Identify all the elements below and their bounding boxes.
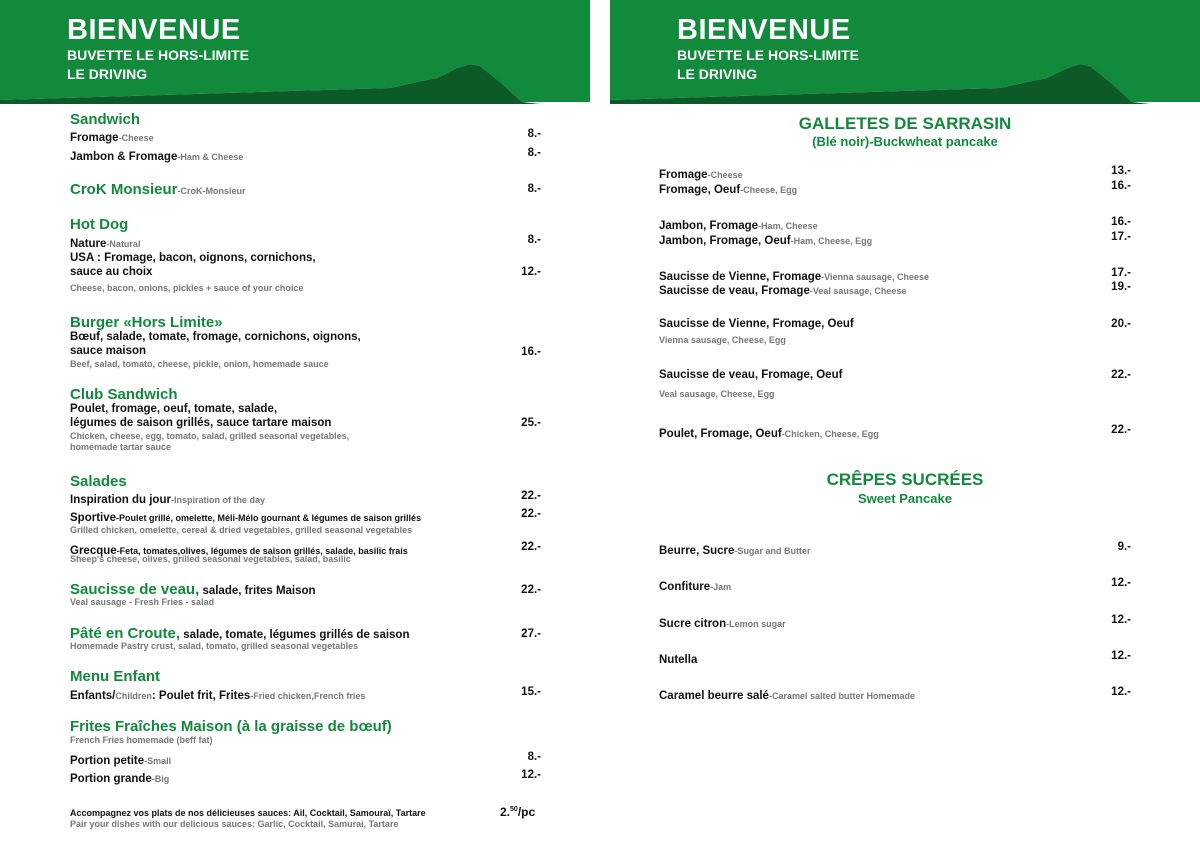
item-translation: -Vienna sausage, Cheese (821, 272, 930, 282)
section-title-salades: Salades (70, 473, 127, 490)
section-subtitle-galettes: (Blé noir)-Buckwheat pancake (812, 134, 998, 149)
section-title-menu-enfant: Menu Enfant (70, 668, 160, 685)
menu-item (70, 769, 169, 787)
menu-page-right (610, 0, 1200, 848)
item-name: sauce maison (70, 345, 147, 357)
item-price: 8.- (527, 751, 541, 763)
item-description: Cheese, bacon, onions, pickles + sauce of your choice (70, 283, 304, 293)
section-title-galettes: GALLETES DE SARRASIN (798, 114, 1012, 133)
item-name: salade, frites Maison (199, 585, 316, 597)
sauce-price-cents: 50 (510, 806, 518, 813)
menu-item (70, 686, 365, 704)
menu-page-left (0, 0, 590, 848)
menu-item (70, 128, 154, 146)
item-price: 8.- (527, 147, 541, 159)
item-name: Caramel beurre salé (659, 690, 769, 702)
item-price: 12.- (1111, 686, 1131, 698)
item-description: Veal sausage, Cheese, Egg (659, 389, 775, 399)
item-name: Portion grande (70, 773, 152, 785)
item-name: Sportive (70, 512, 117, 524)
menu-item (70, 181, 246, 199)
sauce-price (500, 805, 535, 819)
item-price: 16.- (1111, 180, 1131, 192)
item-price: 27.- (521, 628, 541, 640)
item-price: 22.- (521, 508, 541, 520)
item-price: 9.- (1117, 541, 1131, 553)
item-translation: -Natural (106, 239, 141, 249)
item-name: Sucre citron (659, 618, 727, 630)
menu-item (70, 234, 140, 252)
item-name: Jambon, Fromage, Oeuf (659, 235, 791, 247)
item-name: Enfants/ (70, 690, 116, 702)
item-translation: -Ham, Cheese (758, 221, 818, 231)
section-title-hotdog: Hot Dog (70, 216, 129, 233)
welcome-title: BIENVENUE (677, 14, 851, 46)
item-price: 22.- (521, 584, 541, 596)
item-description: Beef, salad, tomato, cheese, pickle, onion, homemade sauce (70, 359, 329, 369)
item-translation: -Ham & Cheese (177, 152, 244, 162)
menu-item (70, 508, 421, 526)
item-description: Vienna sausage, Cheese, Egg (659, 335, 786, 345)
item-price: 12.- (521, 769, 541, 781)
restaurant-location: LE DRIVING (677, 66, 758, 82)
item-translation: -Veal sausage, Cheese (809, 286, 907, 296)
item-translation: -Big (151, 774, 170, 784)
item-name: Portion petite (70, 755, 145, 767)
menu-item (659, 541, 810, 559)
restaurant-name: BUVETTE LE HORS-LIMITE (677, 47, 859, 63)
page-header (610, 0, 1200, 106)
sauces-note: Accompagnez vos plats de nos délicieuses sauces: Ail, Cocktail, Samouraï, Tartare (70, 808, 426, 818)
item-price: 22.- (1111, 369, 1131, 381)
item-price: 25.- (521, 417, 541, 429)
item-translation: -Jam (710, 582, 732, 592)
item-translation: -Inspiration of the day (170, 495, 265, 505)
item-translation: -Sugar and Butter (734, 546, 811, 556)
item-name: Poulet, fromage, oeuf, tomate, salade, (70, 403, 278, 415)
item-translation: Children (115, 691, 152, 701)
section-title-sandwich: Sandwich (70, 111, 141, 128)
item-name: Confiture (659, 581, 711, 593)
item-name: Saucisse de veau, Fromage, Oeuf (659, 369, 843, 381)
welcome-title: BIENVENUE (67, 14, 241, 46)
item-price: 16.- (1111, 216, 1131, 228)
item-price: 12.- (1111, 614, 1131, 626)
menu-item (659, 281, 906, 299)
item-name: salade, tomate, légumes grillés de saison (180, 629, 410, 641)
item-price: 8.- (527, 234, 541, 246)
item-translation: -Caramel salted butter Homemade (768, 691, 915, 701)
item-translation: -Cheese, Egg (740, 185, 798, 195)
item-translation: -Fried chicken,French fries (250, 691, 366, 701)
menu-item (659, 231, 872, 249)
menu-item (659, 424, 879, 442)
item-price: 22.- (1111, 424, 1131, 436)
menu-item (659, 650, 697, 668)
item-price: 13.- (1111, 165, 1131, 177)
item-name: Nature (70, 238, 107, 250)
menu-item (70, 147, 243, 165)
item-name: Beurre, Sucre (659, 545, 735, 557)
item-name: Saucisse de veau, Fromage (659, 285, 810, 297)
item-description: homemade tartar sauce (70, 442, 172, 452)
menu-item (659, 180, 797, 198)
item-ingredients: -Poulet grillé, omelette, Méli-Mélo gournant & légumes de saison grillés (116, 513, 422, 523)
section-title-burger: Burger «Hors Limite» (70, 314, 223, 331)
restaurant-location: LE DRIVING (67, 66, 148, 82)
page-gutter (590, 0, 610, 848)
item-price: 22.- (521, 541, 541, 553)
item-name: Jambon & Fromage (70, 151, 178, 163)
sauce-price-unit: /pc (517, 805, 536, 819)
restaurant-name: BUVETTE LE HORS-LIMITE (67, 47, 249, 63)
item-price: 12.- (1111, 577, 1131, 589)
item-translation: -Small (144, 756, 172, 766)
item-description: Veal sausage - Fresh Fries - salad (70, 597, 215, 607)
section-title-club-sandwich: Club Sandwich (70, 386, 178, 403)
menu-item (70, 751, 171, 769)
menu-item (70, 490, 265, 508)
sauce-price-main: 2. (500, 805, 511, 819)
item-name: Inspiration du jour (70, 494, 171, 506)
item-description: Grilled chicken, omelette, cereal & dried vegetables, grilled seasonal vegetables (70, 525, 413, 535)
item-price: 15.- (521, 686, 541, 698)
item-name: Grecque (70, 545, 117, 557)
item-translation: -CroK-Monsieur (177, 186, 246, 196)
item-name: Fromage, Oeuf (659, 184, 741, 196)
item-price: 17.- (1111, 267, 1131, 279)
item-name: Saucisse de Vienne, Fromage, Oeuf (659, 318, 854, 330)
menu-item (659, 577, 731, 595)
item-name: Poulet, Fromage, Oeuf (659, 428, 782, 440)
item-price: 17.- (1111, 231, 1131, 243)
item-name: légumes de saison grillés, sauce tartare maison (70, 417, 332, 429)
item-ingredients: -Feta, tomates,olives, légumes de saison grillés, salade, basilic frais (116, 546, 408, 556)
sauces-translation: Pair your dishes with our delicious sauces: Garlic, Cocktail, Samurai, Tartare (70, 819, 399, 829)
page-header (0, 0, 590, 106)
item-translation: -Ham, Cheese, Egg (790, 236, 873, 246)
menu-item (659, 614, 786, 632)
item-price: 12.- (1111, 650, 1131, 662)
item-name: Bœuf, salade, tomate, fromage, cornichons, oignons, (70, 331, 361, 343)
section-subtitle-crepes: Sweet Pancake (858, 491, 952, 506)
section-title-frites: Frites Fraîches Maison (à la graisse de bœuf) (70, 718, 392, 735)
section-title-crepes: CRÊPES SUCRÉES (826, 470, 984, 489)
item-name: sauce au choix (70, 266, 153, 278)
item-name: Nutella (659, 654, 698, 666)
item-description: Sheep's cheese, olives, grilled seasonal vegetables, salad, basilic (70, 554, 351, 564)
item-price: 22.- (521, 490, 541, 502)
section-title-pate: Pâté en Croute, (70, 625, 181, 642)
item-name: : Poulet frit, Frites (151, 690, 251, 702)
item-translation: -Cheese (118, 133, 154, 143)
item-name: Jambon, Fromage (659, 220, 759, 232)
item-name: USA : Fromage, bacon, oignons, cornichons, (70, 252, 316, 264)
item-description: Chicken, cheese, egg, tomato, salad, grilled seasonal vegetables, (70, 431, 350, 441)
item-price: 19.- (1111, 281, 1131, 293)
item-name: Fromage (659, 169, 708, 181)
menu-item (659, 686, 915, 704)
item-price: 8.- (527, 128, 541, 140)
item-name: Saucisse de Vienne, Fromage (659, 271, 822, 283)
section-title-croque: CroK Monsieur (70, 181, 178, 198)
item-price: 20.- (1111, 318, 1131, 330)
item-price: 8.- (527, 183, 541, 195)
item-name: Fromage (70, 132, 119, 144)
item-translation: -Cheese (707, 170, 743, 180)
section-title-saucisse: Saucisse de veau, (70, 581, 200, 598)
item-price: 12.- (521, 266, 541, 278)
item-description: French Fries homemade (beff fat) (70, 735, 213, 745)
item-price: 16.- (521, 346, 541, 358)
item-translation: -Chicken, Cheese, Egg (781, 429, 879, 439)
item-description: Homemade Pastry crust, salad, tomato, grilled seasonal vegetables (70, 641, 359, 651)
item-translation: -Lemon sugar (726, 619, 786, 629)
